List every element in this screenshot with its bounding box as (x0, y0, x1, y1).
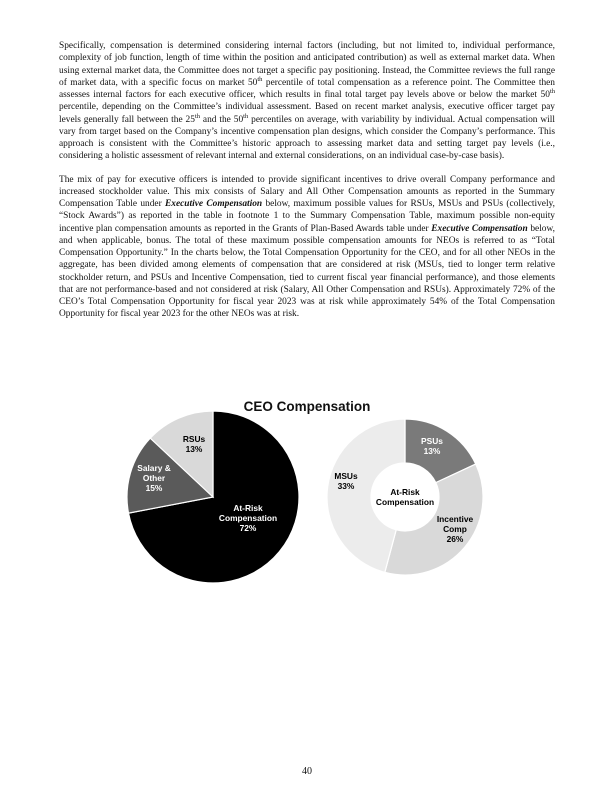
slice-label: RSUs 13% (182, 433, 206, 455)
superscript: th (549, 87, 555, 95)
body-text (59, 40, 555, 332)
paragraph-1-text: percentiles on average, with variability by individual. Actual compensation will vary from target based on the Company’s incentive compensation plan designs, which consider the Company’s performance. This approach is consistent with the Committee’s historic approach to assessing market data and setting target pay levels (i.e., considering a holistic assessment of relevant internal and external considerations, on an individual case-by-case basis). (59, 114, 555, 162)
paragraph-2-text: below, maximum possible values for RSUs, MSUs and PSUs (collectively, “Stock Awards”) as reported in the table in footnote 1 to the Summary Compensation Table, maximum possible non-equity incentive plan compensation amounts as reported in the Grants of Plan-Based Awards table under (59, 199, 555, 234)
paragraph-2-text: below, and when applicable, bonus. The total of these maximum possible compensation amounts for NEOs is referred to as “Total Compensation Opportunity.” In the charts below, the Total Compensation Opportunity for the CEO, and for all other NEOs in the aggregate, has been divided among elements of compensation that are considered at risk (MSUs, tied to longer term relative stockholder return, and PSUs and Incentive Compensation, tied to current fiscal year financial performance), and those elements that are not performance-based and not considered at risk (Salary, All Other Compensation and RSUs). Approximately 72% of the CEO’s Total Compensation Opportunity for fiscal year 2023 was at risk while approximately 54% of the Total Compensation Opportunity for fiscal year 2023 for the other NEOs was at risk. (59, 223, 555, 320)
donut-center-label: At-Risk Compensation (375, 486, 435, 508)
paragraph-1-text: percentile, depending on the Committee’s individual assessment. Based on recent market analysis, executive officer target pay levels generally fall between the 25 (59, 102, 555, 125)
paragraph-2 (59, 174, 555, 321)
slice-label: At-Risk Compensation 72% (218, 502, 278, 534)
paragraph-1 (59, 40, 555, 163)
paragraph-2-text: The mix of pay for executive officers is intended to provide significant incentives to drive overall Company performance and increased stockholder value. This mix consists of Salary and All Other Compensation amounts as reported in the Summary Compensation Table under (59, 174, 555, 209)
superscript: th (257, 75, 263, 83)
slice-label: MSUs 33% (334, 470, 358, 492)
paragraph-1-text: Specifically, compensation is determined considering internal factors (including, but not limited to, individual performance, complexity of job function, length of time within the position and anticipated contribution) as well as external market data. When using external market data, the Committee does not target a specific pay positioning. Instead, the Committee reviews the full range of market data, with a specific focus on market 50 (59, 41, 555, 88)
ceo-compensation-charts (0, 400, 614, 600)
slice-label: PSUs 13% (421, 435, 443, 457)
superscript: th (194, 112, 200, 120)
emphasized-term: Executive Compensation (431, 223, 528, 234)
page-number: 40 (302, 766, 312, 777)
paragraph-1-text: percentile of total compensation as a reference point. The Committee then assesses internal factors for each executive officer, which results in final total target pay levels above or below the market 50 (59, 77, 555, 100)
slice-label: Incentive Comp 26% (436, 513, 474, 545)
emphasized-term: Executive Compensation (165, 199, 263, 209)
chart-title: CEO Compensation (243, 399, 371, 414)
superscript: th (243, 112, 249, 120)
slice-label: Salary & Other 15% (137, 462, 171, 494)
paragraph-1-text: and the 50 (200, 114, 244, 125)
